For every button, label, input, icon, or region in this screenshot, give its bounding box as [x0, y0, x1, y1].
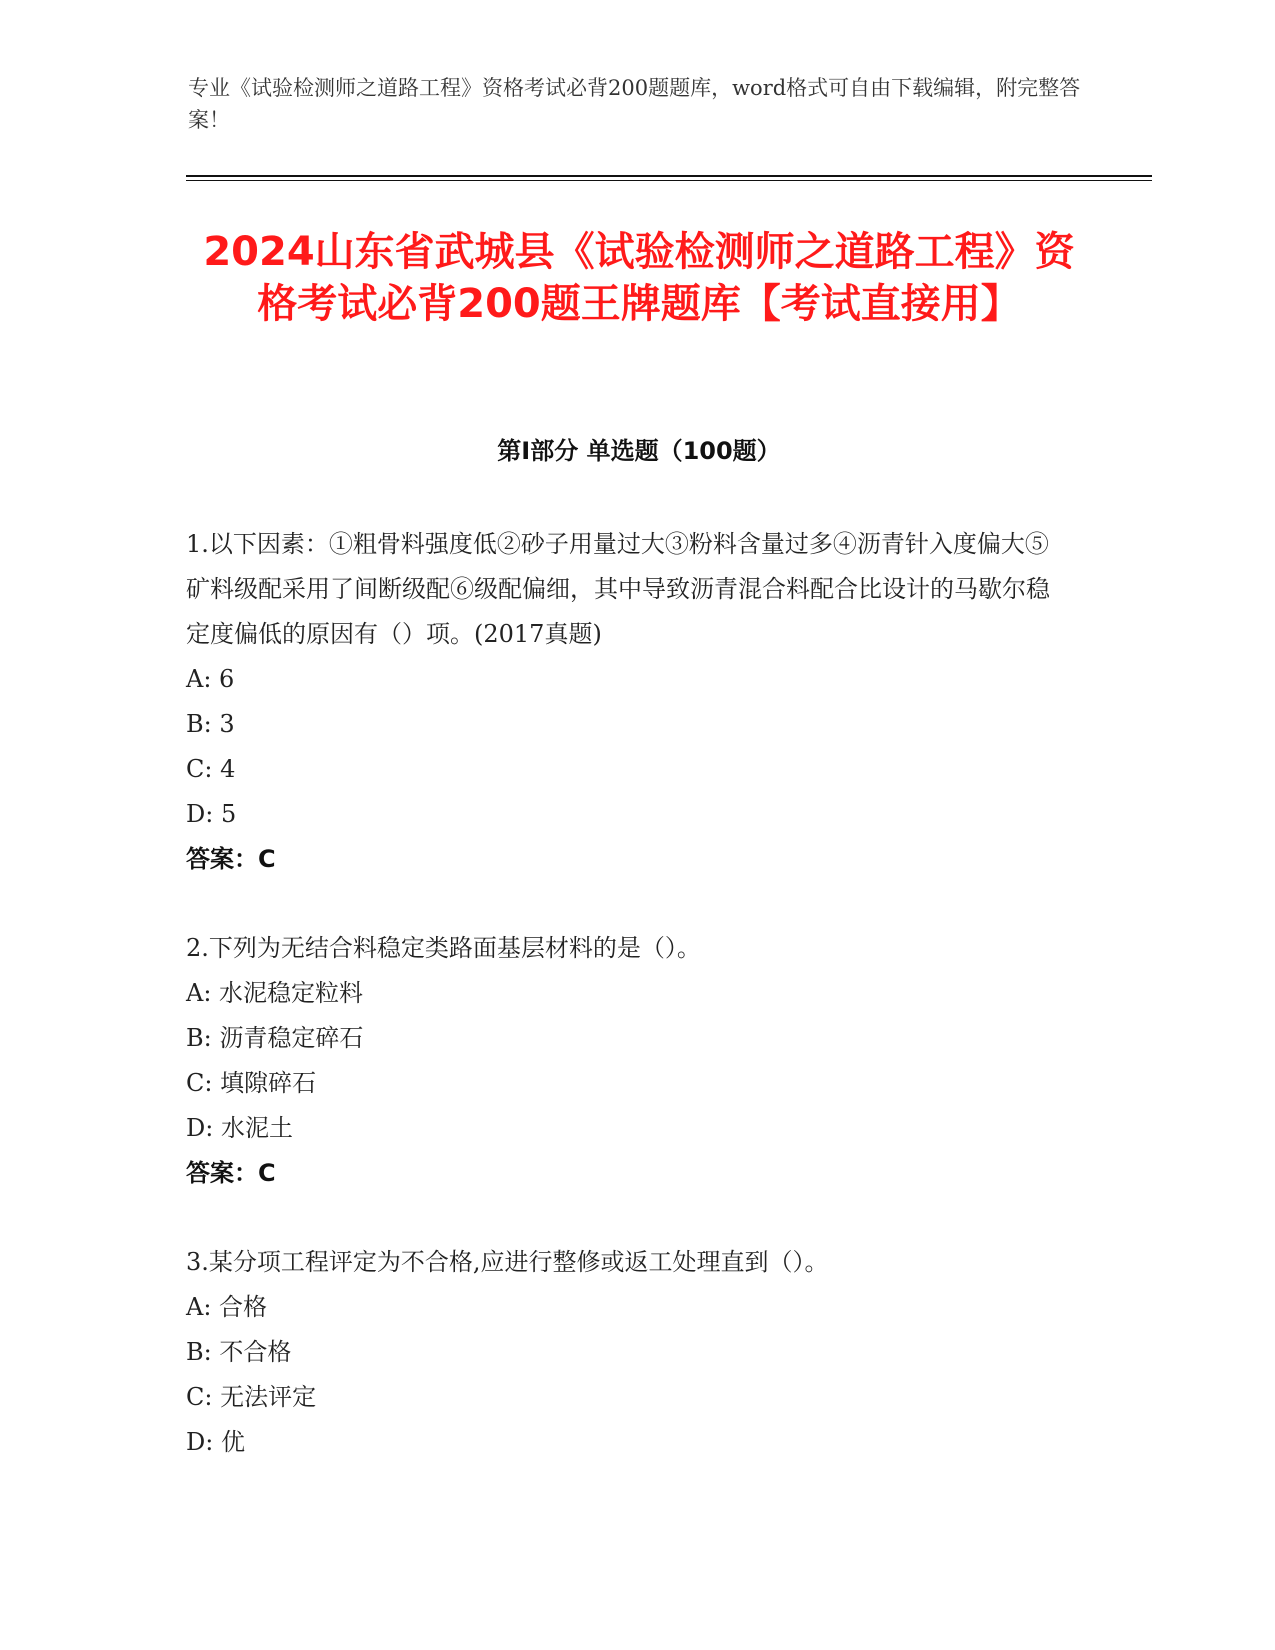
- option-b: B: 3: [186, 710, 235, 738]
- header-note: 专业《试验检测师之道路工程》资格考试必背200题题库，word格式可自由下载编辑，附完整答案！: [188, 76, 1081, 132]
- option-d: D: 优: [186, 1428, 245, 1456]
- option-b: B: 不合格: [186, 1338, 292, 1366]
- header-divider-thin: [186, 180, 1152, 181]
- question-1: [186, 522, 1066, 882]
- option-b: B: 沥青稳定碎石: [186, 1024, 364, 1052]
- section-title: 第I部分 单选题（100题）: [497, 437, 781, 465]
- question-3: [186, 1240, 1066, 1465]
- question-stem: 1.以下因素：①粗骨料强度低②砂子用量过大③粉料含量过多④沥青针入度偏大⑤矿料级配采用了间断级配⑥级配偏细，其中导致沥青混合料配合比设计的马歇尔稳定度偏低的原因有（）项。(2017真题): [186, 530, 1050, 648]
- document-title: 2024山东省武城县《试验检测师之道路工程》资格考试必背200题王牌题库【考试直接用】: [203, 229, 1075, 327]
- option-a: A: 6: [186, 665, 235, 693]
- answer-line: 答案：C: [186, 1159, 276, 1187]
- question-2: [186, 926, 1066, 1196]
- option-a: A: 合格: [186, 1293, 268, 1321]
- option-c: C: 填隙碎石: [186, 1069, 317, 1097]
- option-c: C: 无法评定: [186, 1383, 317, 1411]
- option-d: D: 5: [186, 800, 237, 828]
- option-d: D: 水泥土: [186, 1114, 293, 1142]
- question-stem: 3.某分项工程评定为不合格,应进行整修或返工处理直到（）。: [186, 1248, 829, 1276]
- header-divider-thick: [186, 175, 1152, 177]
- option-a: A: 水泥稳定粒料: [186, 979, 364, 1007]
- question-stem: 2.下列为无结合料稳定类路面基层材料的是（）。: [186, 934, 701, 962]
- answer-line: 答案：C: [186, 845, 276, 873]
- question-list: [186, 522, 1066, 1509]
- option-c: C: 4: [186, 755, 236, 783]
